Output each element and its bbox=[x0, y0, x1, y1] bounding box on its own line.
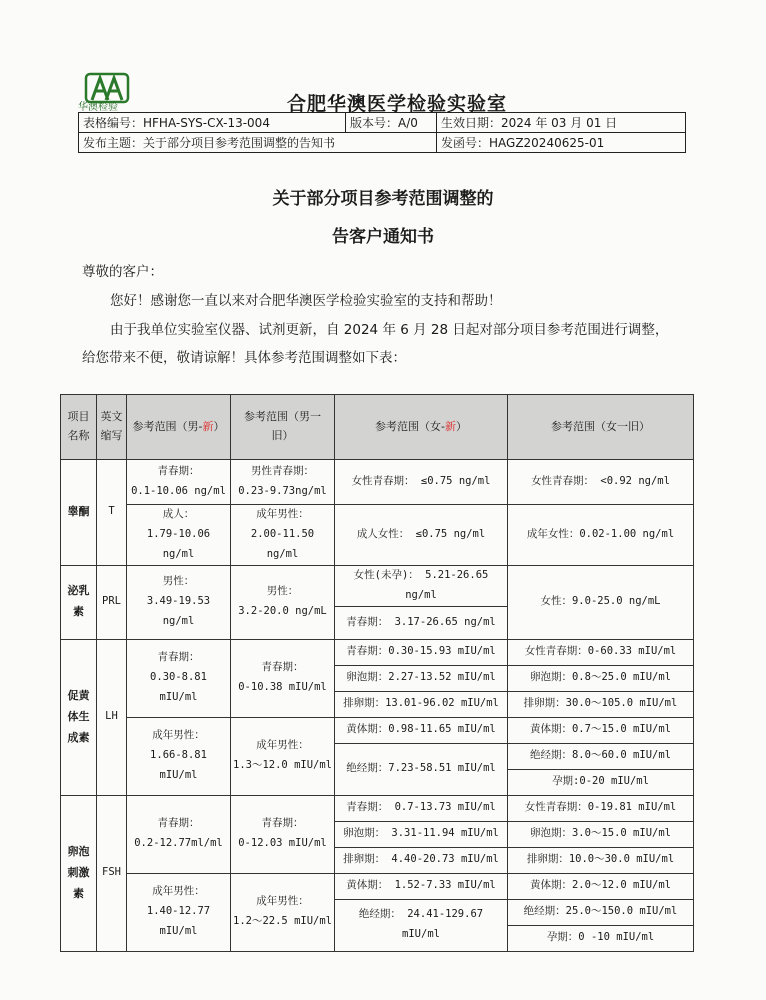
male-new-cell: 成人： 1.79-10.06 ng/ml bbox=[127, 505, 231, 566]
header-item-name: 项目 名称 bbox=[61, 395, 97, 460]
male-old-cell: 成年男性： 1.2～22.5 mIU/ml bbox=[231, 873, 335, 951]
female-new-cell: 黄体期：0.98-11.65 mIU/ml bbox=[335, 717, 508, 743]
item-abbr: PRL bbox=[97, 565, 127, 639]
male-old-cell: 成年男性： 1.3～12.0 mIU/ml bbox=[231, 717, 335, 795]
item-name: 卵泡 刺激 素 bbox=[61, 795, 97, 951]
female-new-cell: 排卵期： 4.40-20.73 mIU/ml bbox=[335, 847, 508, 873]
female-old-cell: 黄体期：0.7～15.0 mIU/ml bbox=[508, 717, 694, 743]
male-old-cell: 男性青春期： 0.23-9.73ng/ml bbox=[231, 460, 335, 505]
effective-date: 生效日期：2024 年 03 月 01 日 bbox=[437, 113, 686, 133]
male-new-cell: 青春期： 0.2-12.77ml/ml bbox=[127, 795, 231, 873]
female-new-cell: 青春期： 0.7-13.73 mIU/ml bbox=[335, 795, 508, 821]
subject: 发布主题：关于部分项目参考范围调整的告知书 bbox=[79, 133, 437, 153]
female-old-cell: 绝经期：8.0～60.0 mIU/ml bbox=[508, 743, 694, 769]
female-new-cell: 女性(未孕)： 5.21-26.65 ng/ml bbox=[335, 565, 508, 606]
header-female-old: 参考范围（女一旧） bbox=[508, 395, 694, 460]
male-new-cell: 成年男性： 1.66-8.81 mIU/ml bbox=[127, 717, 231, 795]
table-row bbox=[61, 795, 694, 821]
item-abbr: T bbox=[97, 460, 127, 566]
para-notice-line1: 由于我单位实验室仪器、试剂更新，自 2024 年 6 月 28 日起对部分项目参考范围进行调整， bbox=[110, 322, 669, 338]
salutation: 尊敬的客户： bbox=[82, 264, 163, 280]
item-abbr: FSH bbox=[97, 795, 127, 951]
header-male-old: 参考范围（男一 旧） bbox=[231, 395, 335, 460]
female-new-cell: 卵泡期： 3.31-11.94 mIU/ml bbox=[335, 821, 508, 847]
table-row bbox=[61, 717, 694, 743]
org-name: 合肥华澳医学检验实验室 bbox=[287, 93, 508, 115]
logo-caption: 华澳检验 bbox=[78, 102, 118, 113]
version-number: 版本号：A/0 bbox=[346, 113, 437, 133]
header-female-new: 参考范围（女-新） bbox=[335, 395, 508, 460]
male-old-cell: 青春期： 0-12.03 mIU/ml bbox=[231, 795, 335, 873]
table-row bbox=[61, 873, 694, 899]
male-old-cell: 成年男性： 2.00-11.50 ng/ml bbox=[231, 505, 335, 566]
female-new-cell: 绝经期： 24.41-129.67 mIU/ml bbox=[335, 899, 508, 951]
header-male-new: 参考范围（男-新） bbox=[127, 395, 231, 460]
form-number: 表格编号：HFHA-SYS-CX-13-004 bbox=[79, 113, 346, 133]
table-row bbox=[61, 460, 694, 505]
female-new-cell: 排卵期：13.01-96.02 mIU/ml bbox=[335, 691, 508, 717]
female-old-cell: 卵泡期：3.0～15.0 mIU/ml bbox=[508, 821, 694, 847]
female-old-cell: 女性青春期：0-60.33 mIU/ml bbox=[508, 639, 694, 665]
female-old-cell: 排卵期：30.0～105.0 mIU/ml bbox=[508, 691, 694, 717]
male-old-cell: 男性： 3.2-20.0 ng/mL bbox=[231, 565, 335, 639]
table-row bbox=[61, 639, 694, 665]
female-new-cell: 绝经期：7.23-58.51 mIU/ml bbox=[335, 743, 508, 795]
male-old-cell: 青春期： 0-10.38 mIU/ml bbox=[231, 639, 335, 717]
female-old-cell: 卵泡期：0.8～25.0 mIU/ml bbox=[508, 665, 694, 691]
female-new-cell: 女性青春期： ≤0.75 ng/ml bbox=[335, 460, 508, 505]
male-new-cell: 青春期： 0.30-8.81 mIU/ml bbox=[127, 639, 231, 717]
table-row bbox=[61, 505, 694, 566]
female-old-cell: 成年女性：0.02-1.00 ng/ml bbox=[508, 505, 694, 566]
header-abbr: 英文 缩写 bbox=[97, 395, 127, 460]
doc-title-line1: 关于部分项目参考范围调整的 bbox=[272, 189, 494, 209]
item-name: 睾酮 bbox=[61, 460, 97, 566]
document-meta-table bbox=[78, 112, 686, 153]
female-old-cell: 孕期：0 -10 mIU/ml bbox=[508, 925, 694, 951]
reference-range-table bbox=[60, 394, 694, 952]
female-old-cell: 孕期:0-20 mIU/ml bbox=[508, 769, 694, 795]
doc-number: 发函号：HAGZ20240625-01 bbox=[437, 133, 686, 153]
female-new-cell: 卵泡期：2.27-13.52 mIU/ml bbox=[335, 665, 508, 691]
female-old-cell: 黄体期：2.0～12.0 mIU/ml bbox=[508, 873, 694, 899]
female-old-cell: 女性青春期： <0.92 ng/ml bbox=[508, 460, 694, 505]
male-new-cell: 男性： 3.49-19.53 ng/ml bbox=[127, 565, 231, 639]
item-name: 泌乳 素 bbox=[61, 565, 97, 639]
female-new-cell: 黄体期： 1.52-7.33 mIU/ml bbox=[335, 873, 508, 899]
table-row bbox=[61, 565, 694, 606]
item-name: 促黄 体生 成素 bbox=[61, 639, 97, 795]
doc-title-line2: 告客户通知书 bbox=[332, 227, 434, 247]
female-old-cell: 女性青春期：0-19.81 mIU/ml bbox=[508, 795, 694, 821]
female-old-cell: 绝经期：25.0～150.0 mIU/ml bbox=[508, 899, 694, 925]
female-new-cell: 青春期：0.30-15.93 mIU/ml bbox=[335, 639, 508, 665]
item-abbr: LH bbox=[97, 639, 127, 795]
para-greeting: 您好！感谢您一直以来对合肥华澳医学检验实验室的支持和帮助！ bbox=[110, 293, 502, 309]
table-header-row bbox=[61, 395, 694, 460]
female-old-cell: 排卵期：10.0～30.0 mIU/ml bbox=[508, 847, 694, 873]
para-notice-line2: 给您带来不便，敬请谅解！具体参考范围调整如下表： bbox=[82, 350, 406, 366]
female-new-cell: 青春期： 3.17-26.65 ng/ml bbox=[335, 606, 508, 639]
male-new-cell: 青春期： 0.1-10.06 ng/ml bbox=[127, 460, 231, 505]
male-new-cell: 成年男性： 1.40-12.77 mIU/ml bbox=[127, 873, 231, 951]
female-old-cell: 女性：9.0-25.0 ng/mL bbox=[508, 565, 694, 639]
female-new-cell: 成人女性： ≤0.75 ng/ml bbox=[335, 505, 508, 566]
